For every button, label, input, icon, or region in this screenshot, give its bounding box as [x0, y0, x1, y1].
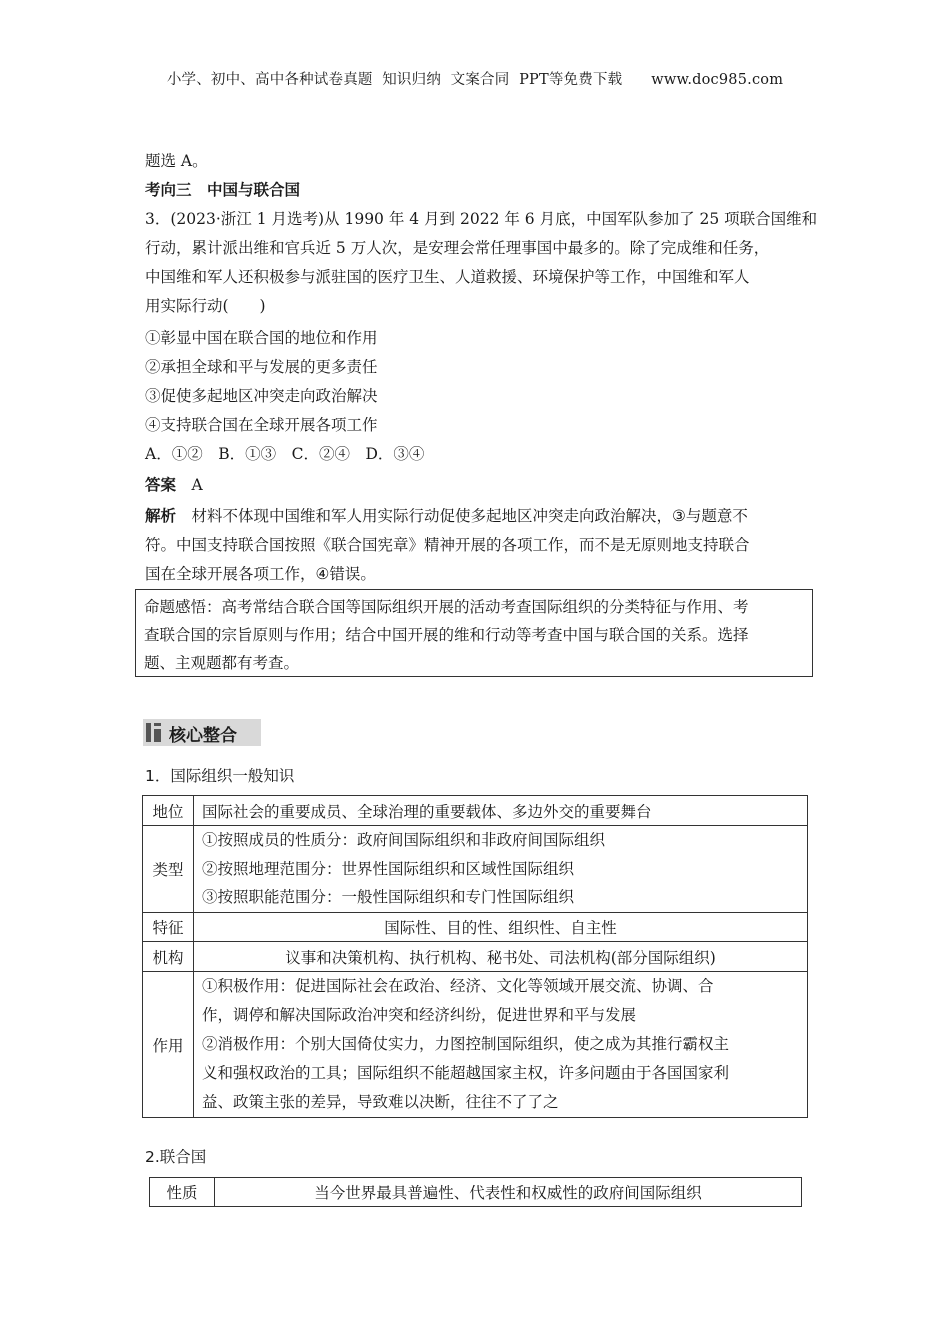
table-row: [150, 1178, 802, 1207]
header-text: 小学、初中、高中各种试卷真题 知识归纳 文案合同 PPT等免费下载: [166, 72, 623, 88]
analysis-line: 符。中国支持联合国按照《联合国宪章》精神开展的各项工作，而不是无原则地支持联合: [145, 536, 750, 554]
cell-line: ②消极作用：个别大国倚仗实力，力图控制国际组织，使之成为其推行霸权主: [202, 1035, 730, 1053]
cell-line: ①积极作用：促进国际社会在政治、经济、文化等领域开展交流、协调、合: [202, 977, 714, 995]
row-content: 国际社会的重要成员、全球治理的重要载体、多边外交的重要舞台: [194, 796, 808, 826]
table-row: [143, 826, 808, 913]
option-3: ③促使多起地区冲突走向政治解决: [145, 387, 378, 405]
row-label: 机构: [143, 942, 194, 972]
row-content: [194, 972, 808, 1118]
question-line: 用实际行动( ): [145, 297, 266, 315]
page-header: [0, 68, 950, 89]
row-content: 议事和决策机构、执行机构、秘书处、司法机构(部分国际组织): [194, 942, 808, 972]
section-tag-icon: [146, 723, 151, 742]
section-title: 核心整合: [169, 726, 237, 746]
cell-line: ①按照成员的性质分：政府间国际组织和非政府间国际组织: [202, 831, 606, 850]
analysis-label: 解析: [145, 507, 177, 525]
cell-line: ③按照职能范围分：一般性国际组织和专门性国际组织: [202, 888, 575, 907]
option-2: ②承担全球和平与发展的更多责任: [145, 358, 378, 376]
row-content: [194, 826, 808, 913]
table-row: [143, 972, 808, 1118]
row-label: 性质: [150, 1178, 215, 1207]
question-line: 行动，累计派出维和官兵近 5 万人次，是安理会常任理事国中最多的。除了完成维和任务，: [145, 239, 770, 257]
row-content: 国际性、目的性、组织性、自主性: [194, 913, 808, 942]
answer-choices: A．①② B．①③ C．②④ D．③④: [145, 445, 425, 463]
table1-title: 1．国际组织一般知识: [145, 767, 295, 785]
row-label: 特征: [143, 913, 194, 942]
cell-line: ②按照地理范围分：世界性国际组织和区域性国际组织: [202, 859, 575, 878]
insight-line: 题、主观题都有考查。: [144, 654, 300, 672]
table2-title: 2.联合国: [145, 1148, 207, 1166]
table-row: [143, 913, 808, 942]
analysis-line: 国在全球开展各项工作，④错误。: [145, 565, 376, 583]
table-international-organizations: [142, 795, 808, 1118]
intro-line: 题选 A。: [145, 152, 208, 170]
answer-label: 答案: [145, 476, 177, 494]
table-row: [143, 942, 808, 972]
cell-line: 作，调停和解决国际政治冲突和经济纠纷，促进世界和平与发展: [202, 1006, 637, 1024]
row-content: 当今世界最具普遍性、代表性和权威性的政府间国际组织: [215, 1178, 802, 1207]
option-4: ④支持联合国在全球开展各项工作: [145, 416, 378, 434]
answer-row: [145, 471, 203, 500]
question-line: 3．(2023·浙江 1 月选考)从 1990 年 4 月到 2022 年 6 月底，中国军队参加了 25 项联合国维和: [145, 210, 818, 228]
row-label: 作用: [143, 972, 194, 1118]
section-heading-3: 考向三 中国与联合国: [145, 181, 301, 199]
cell-line: 义和强权政治的工具；国际组织不能超越国家主权，许多问题由于各国国家利: [202, 1064, 730, 1082]
insight-line: 命题感悟：高考常结合联合国等国际组织开展的活动考查国际组织的分类特征与作用、考: [144, 598, 749, 616]
question-options: [145, 324, 810, 440]
row-label: 地位: [143, 796, 194, 826]
question-stem: [145, 205, 818, 321]
cell-line: 益、政策主张的差异，导致难以决断，往往不了了之: [202, 1093, 559, 1111]
section-tag: [143, 719, 261, 746]
header-site: www.doc985.com: [651, 72, 784, 88]
table-united-nations: [149, 1177, 802, 1207]
table-row: [143, 796, 808, 826]
analysis-block: [145, 502, 810, 589]
option-1: ①彰显中国在联合国的地位和作用: [145, 329, 378, 347]
answer-value: A: [191, 476, 203, 494]
row-label: 类型: [143, 826, 194, 913]
insight-box: [135, 589, 813, 677]
question-line: 中国维和军人还积极参与派驻国的医疗卫生、人道救援、环境保护等工作，中国维和军人: [145, 268, 750, 286]
analysis-line: 材料不体现中国维和军人用实际行动促使多起地区冲突走向政治解决，③与题意不: [191, 507, 748, 525]
insight-line: 查联合国的宗旨原则与作用；结合中国开展的维和行动等考查中国与联合国的关系。选择: [144, 626, 749, 644]
